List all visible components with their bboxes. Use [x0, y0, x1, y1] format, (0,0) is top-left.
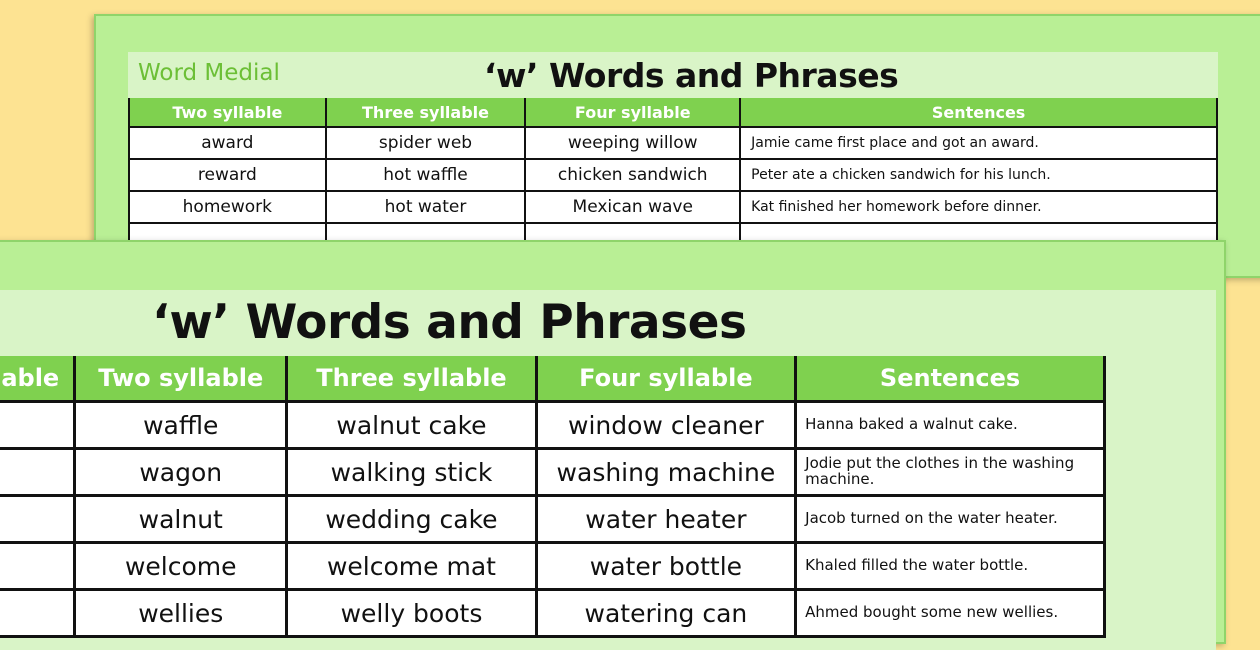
table-cell: walnut: [75, 496, 287, 543]
table-row: [129, 127, 1217, 159]
table-cell: wellies: [75, 590, 287, 637]
table-cell-sentence: Jamie came first place and got an award.: [740, 127, 1217, 159]
back-word-table: [128, 98, 1218, 256]
table-row: [129, 159, 1217, 191]
worksheet-front-panel: [0, 290, 1216, 650]
back-header-three-syllable: Three syllable: [326, 98, 526, 127]
front-header-sentences: Sentences: [796, 356, 1105, 402]
back-title-row: [128, 52, 1218, 98]
table-cell: homework: [129, 191, 326, 223]
front-header-four-syllable: Four syllable: [536, 356, 796, 402]
back-header-row: [129, 98, 1217, 127]
worksheet-back: [94, 14, 1260, 278]
table-cell: [0, 402, 75, 449]
table-row: [0, 402, 1105, 449]
table-cell: welly boots: [287, 590, 536, 637]
table-cell: reward: [129, 159, 326, 191]
front-header-two-syllable: Two syllable: [75, 356, 287, 402]
table-cell-sentence: Khaled filled the water bottle.: [796, 543, 1105, 590]
table-cell: window cleaner: [536, 402, 796, 449]
back-title: ‘w’ Words and Phrases: [484, 56, 899, 95]
table-cell-sentence: Jodie put the clothes in the washing machine.: [796, 449, 1105, 496]
table-row: [129, 191, 1217, 223]
table-cell: [0, 543, 75, 590]
front-word-table: [0, 356, 1106, 638]
table-cell: Mexican wave: [525, 191, 740, 223]
table-row: [0, 449, 1105, 496]
table-cell: weeping willow: [525, 127, 740, 159]
table-row: [0, 496, 1105, 543]
table-cell: welcome mat: [287, 543, 536, 590]
table-cell: walnut cake: [287, 402, 536, 449]
table-cell-sentence: Ahmed bought some new wellies.: [796, 590, 1105, 637]
table-cell: welcome: [75, 543, 287, 590]
table-cell: washing machine: [536, 449, 796, 496]
table-cell: hot water: [326, 191, 526, 223]
worksheet-front: [0, 240, 1226, 644]
table-cell: [0, 496, 75, 543]
table-cell-sentence: Jacob turned on the water heater.: [796, 496, 1105, 543]
front-header-three-syllable: Three syllable: [287, 356, 536, 402]
table-cell: spider web: [326, 127, 526, 159]
table-cell-sentence: Peter ate a chicken sandwich for his lunch.: [740, 159, 1217, 191]
front-title-row: [0, 290, 1216, 356]
back-header-four-syllable: Four syllable: [525, 98, 740, 127]
front-header-one-syllable: able: [0, 356, 75, 402]
table-cell: watering can: [536, 590, 796, 637]
table-cell: [0, 449, 75, 496]
table-cell: chicken sandwich: [525, 159, 740, 191]
back-header-sentences: Sentences: [740, 98, 1217, 127]
table-cell: hot waffle: [326, 159, 526, 191]
front-header-row: [0, 356, 1105, 402]
table-cell-sentence: Hanna baked a walnut cake.: [796, 402, 1105, 449]
front-title: ‘w’ Words and Phrases: [152, 295, 747, 350]
table-cell: walking stick: [287, 449, 536, 496]
table-cell: wagon: [75, 449, 287, 496]
table-cell: waffle: [75, 402, 287, 449]
table-row: [0, 543, 1105, 590]
table-cell: water heater: [536, 496, 796, 543]
table-cell: award: [129, 127, 326, 159]
table-row: [0, 590, 1105, 637]
back-header-two-syllable: Two syllable: [129, 98, 326, 127]
table-cell: wedding cake: [287, 496, 536, 543]
table-cell: [0, 590, 75, 637]
table-cell: water bottle: [536, 543, 796, 590]
back-subtitle: Word Medial: [138, 60, 280, 86]
table-cell-sentence: Kat finished her homework before dinner.: [740, 191, 1217, 223]
